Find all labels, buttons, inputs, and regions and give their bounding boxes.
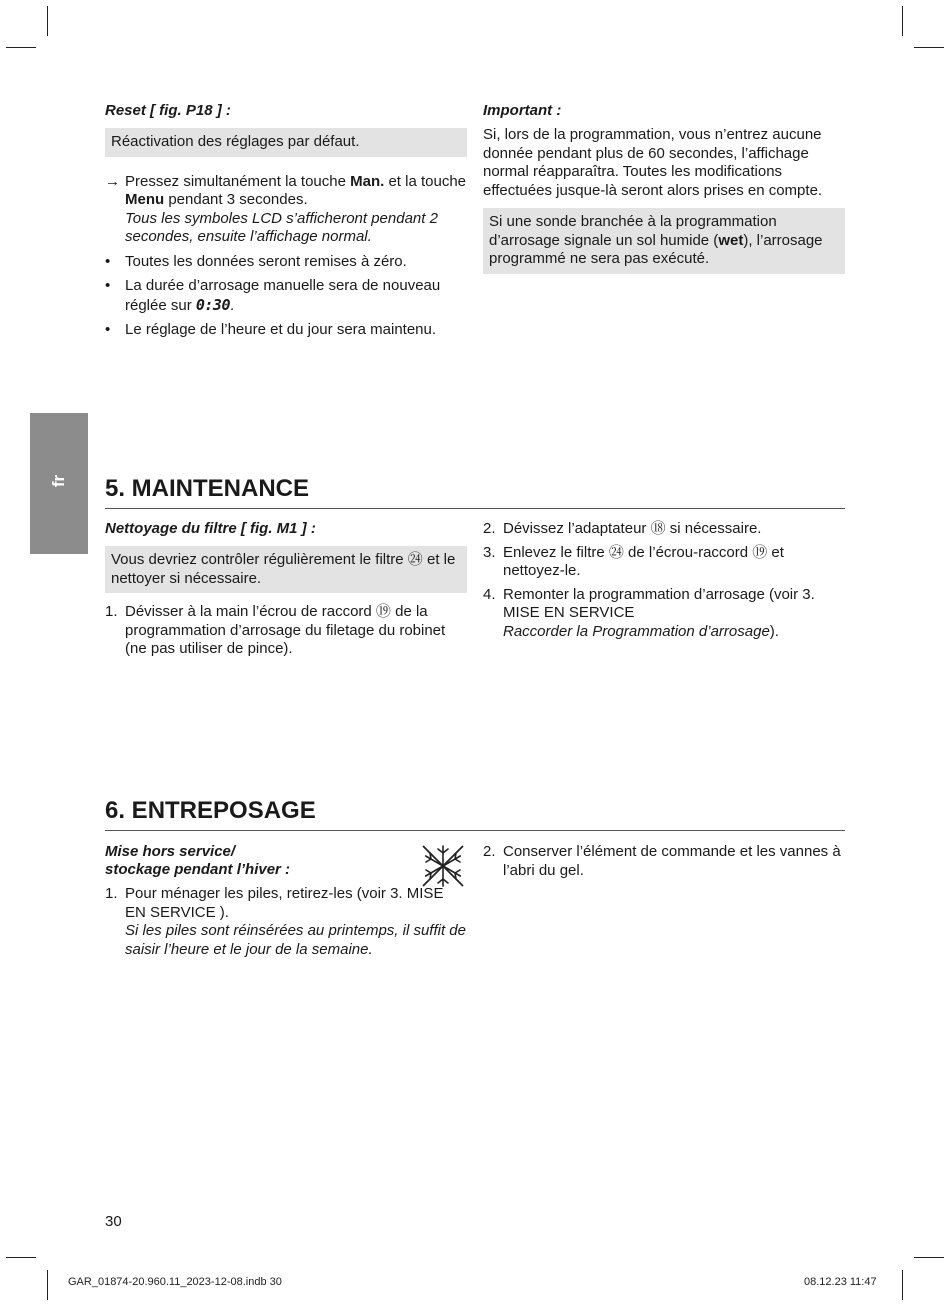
crop-mark bbox=[47, 1270, 48, 1300]
reset-bullet: • Toutes les données seront remises à zéro. bbox=[105, 252, 407, 270]
maintenance-left bbox=[105, 520, 467, 659]
language-tab bbox=[30, 413, 88, 554]
maintenance-step: 2. Dévissez l’adaptateur ⑱ si nécessaire. bbox=[483, 520, 762, 537]
important-section bbox=[483, 102, 845, 274]
bullet-icon: • bbox=[105, 277, 111, 294]
important-heading: Important : bbox=[483, 102, 562, 119]
reset-section bbox=[105, 102, 467, 340]
language-tab-label: fr bbox=[49, 474, 68, 488]
reset-info-box: Réactivation des réglages par défaut. bbox=[105, 128, 467, 157]
maintenance-step: 3. Enlevez le filtre ㉔ de l’écrou-raccord ⑲ et nettoyez-le. bbox=[483, 543, 784, 579]
storage-left bbox=[105, 843, 467, 959]
crop-mark bbox=[6, 47, 36, 48]
crop-mark bbox=[902, 6, 903, 36]
storage-step: 1. Pour ménager les piles, retirez-les (voir 3. MISE EN SERVICE ). Si les piles sont réinsérées au printemps, il suffit de saisir l’heure et le jour de la semaine. bbox=[105, 885, 466, 958]
crop-mark bbox=[6, 1257, 36, 1258]
important-text: Si, lors de la programmation, vous n’entrez aucune donnée pendant plus de 60 secondes, l’affichage normal réapparaîtra. Toutes les modifications effectuées jusque-là seront alors prises en compte. bbox=[483, 126, 823, 199]
footer-date: 08.12.23 11:47 bbox=[804, 1276, 877, 1288]
maintenance-right bbox=[483, 520, 845, 641]
reset-heading: Reset [ fig. P18 ] : bbox=[105, 102, 231, 119]
section-rule bbox=[105, 508, 845, 509]
page-number: 30 bbox=[105, 1213, 122, 1230]
storage-right bbox=[483, 843, 845, 880]
bullet-icon: • bbox=[105, 321, 111, 338]
no-frost-icon bbox=[420, 843, 466, 889]
reset-step: → Pressez simultanément la touche Man. et la touche Menu pendant 3 secondes. Tous les symboles LCD s’afficheront pendant 2 secondes, ensuite l’affichage normal. bbox=[105, 172, 467, 245]
crop-mark bbox=[914, 47, 944, 48]
crop-mark bbox=[914, 1257, 944, 1258]
reset-step-note: Tous les symboles LCD s’afficheront pendant 2 secondes, ensuite l’affichage normal. bbox=[125, 209, 438, 245]
maintenance-heading: Nettoyage du filtre [ fig. M1 ] : bbox=[105, 520, 316, 537]
section-rule bbox=[105, 830, 845, 831]
arrow-icon: → bbox=[105, 172, 120, 190]
reset-bullet: • La durée d’arrosage manuelle sera de nouveau réglée sur 0:30. bbox=[105, 277, 441, 314]
bullet-icon: • bbox=[105, 252, 111, 270]
maintenance-step: 1. Dévisser à la main l’écrou de raccord ⑲ de la programmation d’arrosage du filetage du robinet (ne pas utiliser de pince). bbox=[105, 603, 446, 657]
reset-bullet: • Le réglage de l’heure et du jour sera maintenu. bbox=[105, 321, 437, 338]
storage-title: 6. ENTREPOSAGE bbox=[105, 797, 316, 824]
footer-filename: GAR_01874-20.960.11_2023-12-08.indb 30 bbox=[68, 1276, 282, 1288]
maintenance-step: 4. Remonter la programmation d’arrosage (voir 3. MISE EN SERVICE Raccorder la Programmation d’arrosage). bbox=[483, 585, 815, 640]
important-info-box: Si une sonde branchée à la programmation d’arrosage signale un sol humide (wet), l’arrosage programmé ne sera pas exécuté. bbox=[483, 208, 845, 274]
lcd-value: 0:30 bbox=[195, 295, 230, 314]
crop-mark bbox=[902, 1270, 903, 1300]
maintenance-title: 5. MAINTENANCE bbox=[105, 475, 310, 502]
storage-step: 2. Conserver l’élément de commande et les vannes à l’abri du gel. bbox=[483, 843, 841, 879]
storage-heading: Mise hors service/ stockage pendant l’hiver : bbox=[105, 843, 291, 878]
maintenance-info-box: Vous devriez contrôler régulièrement le filtre ㉔ et le nettoyer si nécessaire. bbox=[105, 546, 467, 593]
crop-mark bbox=[47, 6, 48, 36]
